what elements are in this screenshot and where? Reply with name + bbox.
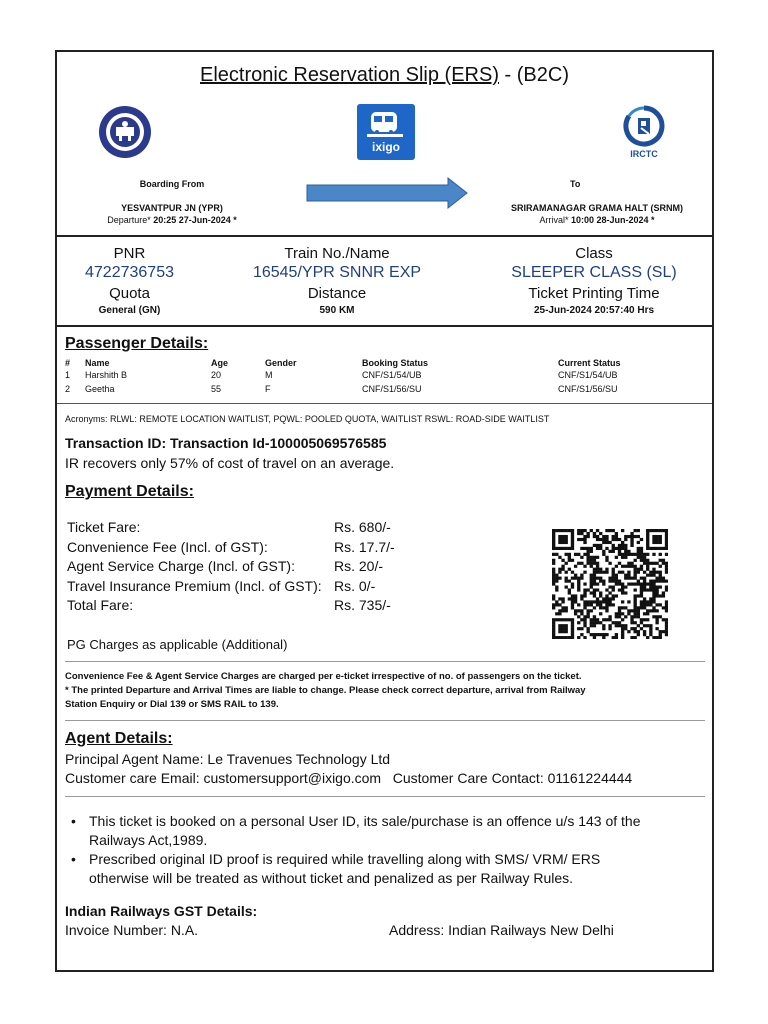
title-main: Electronic Reservation Slip (ERS) — [200, 64, 499, 86]
cell: M — [265, 370, 273, 380]
pg-charges: PG Charges as applicable (Additional) — [67, 637, 288, 652]
payment-row — [67, 558, 487, 578]
train-label: Train No./Name — [284, 245, 390, 262]
notice-times: * The printed Departure and Arrival Times are liable to change. Please check correct departure, arrival from Railway — [65, 685, 586, 696]
ixigo-logo-icon — [357, 104, 415, 160]
col-age: Age — [211, 358, 229, 368]
notice-fees: Convenience Fee & Agent Service Charges are charged per e-ticket irrespective of no. of passengers on the ticket. — [65, 671, 582, 682]
payment-row — [67, 539, 487, 559]
irctc-logo-icon — [619, 102, 669, 164]
divider — [65, 720, 705, 721]
transaction-id: Transaction ID: Transaction Id-100005069576585 — [65, 435, 387, 451]
pnr-value: 4722736753 — [85, 264, 174, 281]
payment-heading: Payment Details: — [65, 483, 194, 500]
cell: CNF/S1/56/SU — [558, 384, 618, 394]
divider — [57, 403, 712, 404]
payment-value: Rs. 20/- — [334, 558, 384, 574]
irctc-label: IRCTC — [630, 149, 658, 159]
table-row — [65, 384, 705, 398]
print-time-value: 25-Jun-2024 20:57:40 Hrs — [533, 305, 655, 316]
transaction-note: IR recovers only 57% of cost of travel on an average. — [65, 455, 395, 471]
agent-principal: Principal Agent Name: Le Travenues Technology Ltd — [65, 751, 391, 767]
payment-row — [67, 597, 487, 617]
divider — [65, 796, 705, 797]
list-item — [71, 850, 701, 888]
divider — [57, 325, 712, 327]
indian-railways-logo-icon — [95, 105, 155, 159]
payment-table — [67, 519, 487, 617]
divider — [57, 235, 712, 237]
cell: 55 — [211, 384, 222, 394]
payment-label: Total Fare: — [67, 597, 134, 613]
bullet-text: This ticket is booked on a personal User ID, its sale/purchase is an offence u/s 143 of the — [89, 813, 641, 829]
cell: Harshith B — [85, 370, 128, 380]
payment-value: Rs. 0/- — [334, 577, 376, 594]
notice-enquiry: Station Enquiry or Dial 139 or SMS RAIL to 139. — [65, 699, 279, 710]
gst-heading: Indian Railways GST Details: — [65, 903, 258, 919]
payment-value: Rs. 17.7/- — [334, 538, 395, 555]
table-row — [65, 370, 705, 384]
print-time-label: Ticket Printing Time — [528, 285, 660, 302]
passenger-table — [65, 358, 705, 398]
gst-address: Address: Indian Railways New Delhi — [389, 922, 614, 938]
gst-invoice: Invoice Number: N.A. — [65, 922, 199, 938]
payment-row — [67, 578, 487, 598]
qr-code-icon — [552, 529, 668, 639]
to-label: To — [570, 179, 581, 189]
arrival-label: Arrival* — [539, 215, 571, 225]
cell: 20 — [211, 370, 222, 380]
passenger-heading: Passenger Details: — [65, 335, 209, 352]
col-gender: Gender — [265, 358, 297, 368]
distance-label: Distance — [307, 285, 367, 302]
boarding-label: Boarding From — [139, 179, 205, 189]
agent-heading: Agent Details: — [65, 730, 173, 747]
cell: CNF/S1/54/UB — [362, 370, 422, 380]
train-value: 16545/YPR SNNR EXP — [252, 264, 422, 281]
agent-contact: Customer Care Contact: 01161224444 — [392, 770, 633, 786]
bullet-icon: • — [71, 813, 76, 829]
title-suffix: - (B2C) — [499, 64, 569, 86]
payment-label: Travel Insurance Premium (Incl. of GST): — [67, 577, 322, 594]
class-label: Class — [575, 245, 613, 262]
payment-value: Rs. 735/- — [334, 597, 391, 613]
cell: Geetha — [85, 384, 115, 394]
list-item — [71, 812, 701, 850]
col-current-status: Current Status — [558, 358, 621, 368]
col-booking-status: Booking Status — [362, 358, 429, 368]
payment-value: Rs. 680/- — [334, 519, 391, 535]
cell: 2 — [65, 384, 71, 394]
payment-label: Ticket Fare: — [67, 519, 141, 535]
departure-time: 20:25 27-Jun-2024 * — [153, 215, 237, 225]
passenger-table-header — [65, 358, 705, 370]
divider — [65, 661, 705, 662]
col-name: Name — [85, 358, 110, 368]
cell: 1 — [65, 370, 71, 380]
cell: CNF/S1/56/SU — [362, 384, 422, 394]
agent-email: Customer care Email: customersupport@ixigo.com — [65, 770, 382, 786]
boarding-station: YESVANTPUR JN (YPR) — [121, 203, 223, 213]
quota-value: General (GN) — [98, 305, 161, 316]
agent-contact-line — [65, 770, 632, 786]
cell: F — [265, 384, 271, 394]
acronyms: Acronyms: RLWL: REMOTE LOCATION WAITLIST, PQWL: POOLED QUOTA, WAITLIST RSWL: ROAD-SIDE WAITLIST — [65, 414, 550, 424]
departure-label: Departure* — [107, 215, 154, 225]
bullet-text: Prescribed original ID proof is required while travelling along with SMS/ VRM/ ERS — [89, 851, 601, 867]
distance-value: 590 KM — [319, 305, 355, 316]
payment-row — [67, 519, 487, 539]
pnr-label: PNR — [113, 245, 146, 262]
bullet-icon: • — [71, 851, 76, 867]
arrival-line — [497, 215, 697, 225]
ixigo-label: ixigo — [371, 140, 400, 154]
arrival-time: 10:00 28-Jun-2024 * — [570, 215, 655, 225]
departure-line — [72, 215, 272, 225]
payment-label: Convenience Fee (Incl. of GST): — [67, 538, 268, 555]
class-value: SLEEPER CLASS (SL) — [511, 264, 677, 281]
to-station: SRIRAMANAGAR GRAMA HALT (SRNM) — [511, 203, 683, 213]
bullet-text: otherwise will be treated as without ticket and penalized as per Railway Rules. — [89, 870, 574, 886]
ers-ticket — [55, 50, 714, 972]
col-num: # — [65, 358, 71, 368]
bullet-text: Railways Act,1989. — [89, 832, 208, 848]
right-arrow-icon — [306, 177, 468, 209]
cell: CNF/S1/54/UB — [558, 370, 618, 380]
payment-label: Agent Service Charge (Incl. of GST): — [67, 558, 295, 574]
quota-label: Quota — [109, 285, 150, 302]
page-title — [57, 64, 712, 87]
